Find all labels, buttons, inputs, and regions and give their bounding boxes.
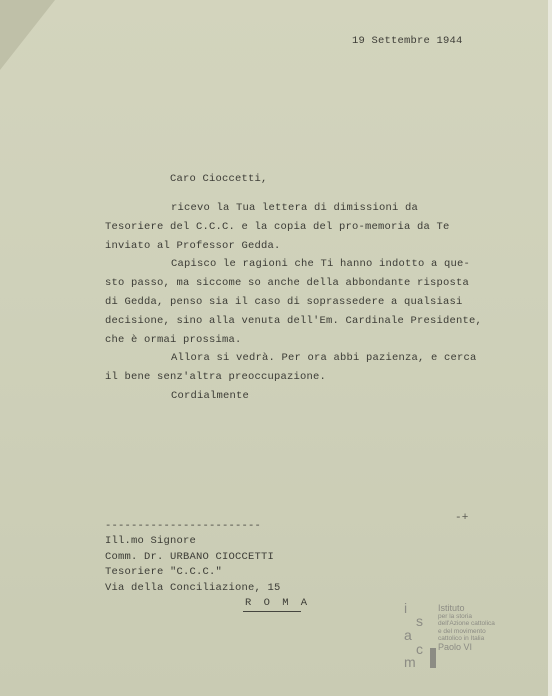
address-separator: ------------------------: [105, 520, 262, 532]
letter-body-line: Cordialmente: [171, 390, 250, 402]
letter-body-line: ricevo la Tua lettera di dimissioni da: [171, 202, 419, 214]
letter-body-line: il bene senz'altra preoccupazione.: [105, 371, 327, 384]
archive-stamp-letters-icon: [402, 600, 436, 670]
letter-body-line: Allora si vedrà. Per ora abbi pazienza, e cerca: [171, 352, 477, 365]
stamp-letter-m: m: [404, 654, 416, 670]
letter-body-line: di Gedda, penso sia il caso di soprassedere a qualsiasi: [105, 296, 463, 308]
archive-stamp-logo: [402, 600, 512, 670]
page-edge: [548, 0, 552, 696]
letter-body-line: Tesoriere del C.C.C. e la copia del pro-memoria da Te: [105, 220, 450, 233]
stamp-line: dell'Azione cattolica: [438, 620, 495, 628]
letter-body-line: inviato al Professor Gedda.: [105, 239, 281, 252]
stamp-line: e del movimento: [438, 627, 486, 635]
folded-corner: [0, 0, 55, 70]
letter-body-line: Capisco le ragioni che Ti hanno indotto a que-: [171, 258, 471, 271]
letter-body-line: decisione, sino alla venuta dell'Em. Cardinale Presidente,: [105, 314, 483, 327]
stamp-line: cattolico in Italia: [438, 635, 485, 643]
address-city: R O M A: [245, 597, 311, 609]
address-line: Comm. Dr. URBANO CIOCCETTI: [105, 550, 275, 563]
address-line: Tesoriere "C.C.C.": [105, 566, 223, 578]
city-underline: [243, 611, 301, 612]
address-line: Via della Conciliazione, 15: [105, 581, 281, 594]
margin-mark: -+: [455, 512, 469, 524]
letter-body-line: che è ormai prossima.: [105, 333, 242, 346]
letter-greeting: Caro Cioccetti,: [170, 173, 268, 185]
letter-body-line: sto passo, ma siccome so anche della abbondante risposta: [105, 277, 470, 290]
stamp-line: per la storia: [438, 613, 472, 620]
stamp-letter-a: a: [404, 627, 412, 643]
stamp-line: Paolo VI: [438, 641, 473, 652]
stamp-letter-c: c: [416, 641, 423, 657]
stamp-line: Istituto: [438, 603, 465, 613]
stamp-letter-s: s: [416, 613, 423, 629]
address-line: Ill.mo Signore: [105, 535, 197, 547]
stamp-letter-i: i: [404, 600, 408, 616]
archive-stamp-text: [438, 604, 512, 652]
letter-date: 19 Settembre 1944: [352, 35, 463, 47]
